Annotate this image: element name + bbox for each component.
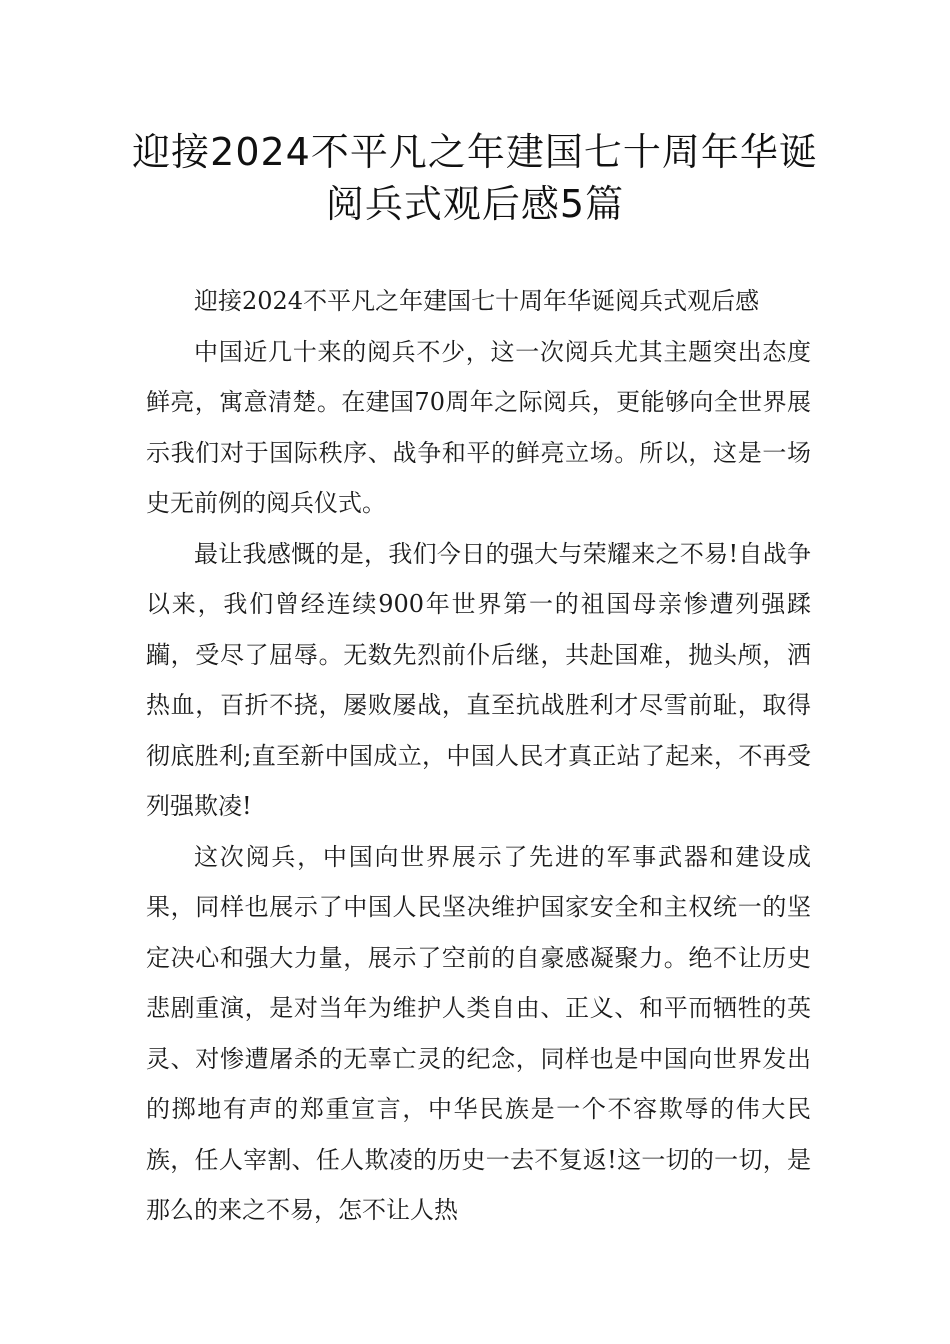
document-body (146, 276, 811, 1236)
paragraph: 这次阅兵，中国向世界展示了先进的军事武器和建设成果，同样也展示了中国人民坚决维护国家安全和主权统一的坚定决心和强大力量，展示了空前的自豪感凝聚力。绝不让历史悲剧重演，是对当年为维护人类自由、正义、和平而牺牲的英灵、对惨遭屠杀的无辜亡灵的纪念，同样也是中国向世界发出的掷地有声的郑重宣言，中华民族是一个不容欺辱的伟大民族，任人宰割、任人欺凌的历史一去不复返!这一切的一切，是那么的来之不易，怎不让人热 (146, 842, 811, 1224)
paragraph: 中国近几十来的阅兵不少，这一次阅兵尤其主题突出态度鲜亮，寓意清楚。在建国70周年之际阅兵，更能够向全世界展示我们对于国际秩序、战争和平的鲜亮立场。所以，这是一场史无前例的阅兵仪式。 (146, 337, 811, 517)
paragraph-subtitle: 迎接2024不平凡之年建国七十周年华诞阅兵式观后感 (194, 287, 760, 315)
document-title: 迎接2024不平凡之年建国七十周年华诞阅兵式观后感5篇 (132, 130, 818, 226)
paragraph: 最让我感慨的是，我们今日的强大与荣耀来之不易!自战争以来，我们曾经连续900年世界第一的祖国母亲惨遭列强蹂躏，受尽了屈辱。无数先烈前仆后继，共赴国难，抛头颅，洒热血，百折不挠，屡败屡战，直至抗战胜利才尽雪前耻，取得彻底胜利;直至新中国成立，中国人民才真正站了起来，不再受列强欺凌! (146, 539, 811, 820)
